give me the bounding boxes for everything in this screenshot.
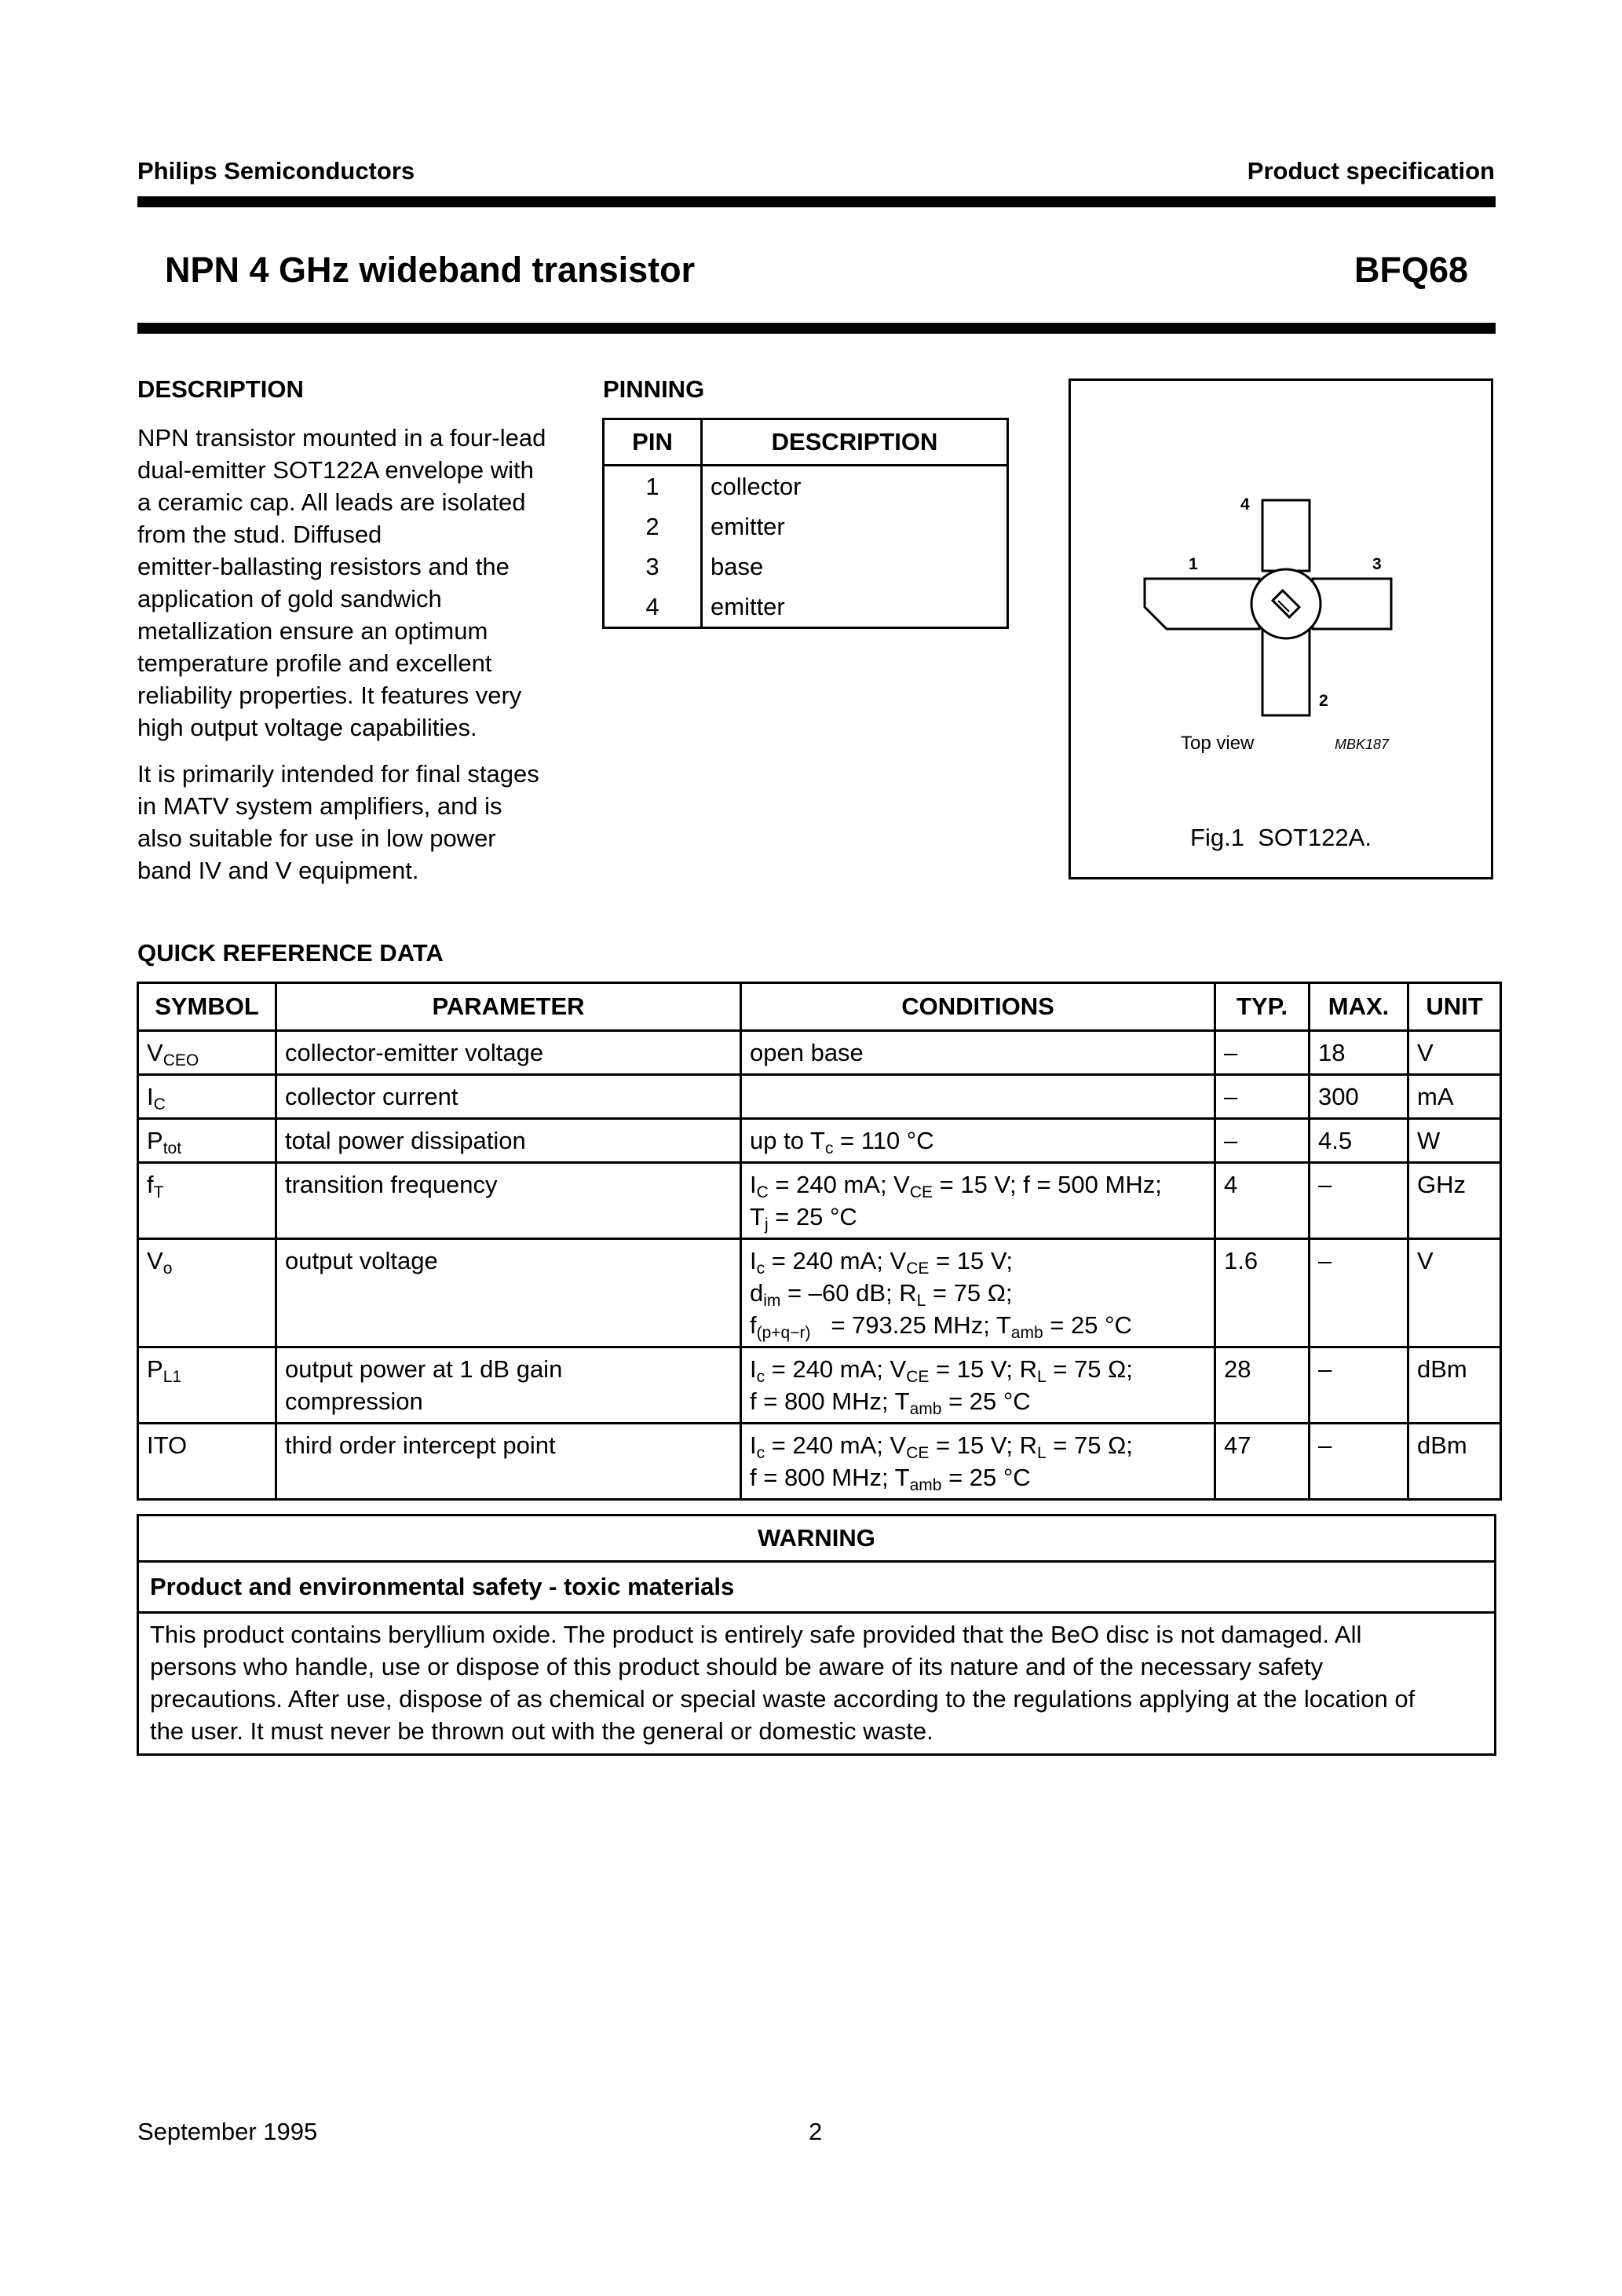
sot122a-package-drawing bbox=[1071, 381, 1491, 877]
conditions-cell bbox=[741, 1075, 1215, 1119]
max-cell: 4.5 bbox=[1310, 1119, 1408, 1163]
pin-description: collector bbox=[702, 466, 1008, 507]
warning-subtitle: Product and environmental safety - toxic materials bbox=[138, 1562, 1496, 1613]
title-rule bbox=[137, 323, 1496, 334]
symbol-cell: $V_{CEO}$ bbox=[138, 1031, 276, 1075]
symbol-col-header: SYMBOL bbox=[138, 983, 276, 1031]
conditions-cell: up to $T_c = 110$ °C bbox=[741, 1119, 1215, 1163]
pin-col-header: PIN bbox=[604, 419, 702, 466]
table-row bbox=[604, 547, 1008, 587]
typ-cell: – bbox=[1215, 1075, 1310, 1119]
warning-box bbox=[137, 1514, 1496, 1756]
symbol-cell: $P_{L1}$ bbox=[138, 1347, 276, 1424]
qrd-header-row bbox=[138, 983, 1501, 1031]
pin-number: 2 bbox=[604, 506, 702, 547]
typ-col-header: TYP. bbox=[1215, 983, 1310, 1031]
lead-4-shape bbox=[1262, 500, 1310, 571]
pin-number: 4 bbox=[604, 587, 702, 628]
symbol-cell: $V_o$ bbox=[138, 1239, 276, 1347]
parameter-cell: third order intercept point bbox=[276, 1424, 741, 1500]
max-cell: – bbox=[1310, 1424, 1408, 1500]
pin-description: emitter bbox=[702, 506, 1008, 547]
table-row bbox=[604, 587, 1008, 628]
typ-cell: 47 bbox=[1215, 1424, 1310, 1500]
max-cell: 18 bbox=[1310, 1031, 1408, 1075]
unit-col-header: UNIT bbox=[1408, 983, 1501, 1031]
part-number: BFQ68 bbox=[1353, 250, 1468, 290]
description-paragraph-2: It is primarily intended for final stages in MATV system amplifiers, and is also suitable for use in low power band IV and V equipment. bbox=[137, 760, 539, 884]
symbol-cell: $P_{tot}$ bbox=[138, 1119, 276, 1163]
quick-reference-table bbox=[137, 982, 1502, 1501]
company-name: Philips Semiconductors bbox=[137, 157, 415, 185]
warning-text: This product contains beryllium oxide. The product is entirely safe provided that the BeO disc is not damaged. All persons who handle, use or dispose of this product should be aware of its nature and of the necessary safety precautions. After use, dispose of as chemical or special waste according to the regulations applying at the location of the user. It must never be thrown out with the general or domestic waste. bbox=[138, 1613, 1496, 1755]
parameter-cell: total power dissipation bbox=[276, 1119, 741, 1163]
pinning-header-row bbox=[604, 419, 1008, 466]
max-cell: – bbox=[1310, 1347, 1408, 1424]
qrd-heading: QUICK REFERENCE DATA bbox=[137, 939, 444, 967]
package-figure bbox=[1069, 378, 1493, 879]
symbol-cell: $f_T$ bbox=[138, 1163, 276, 1239]
description-col-header: DESCRIPTION bbox=[702, 419, 1008, 466]
typ-cell: 4 bbox=[1215, 1163, 1310, 1239]
unit-cell: V bbox=[1408, 1239, 1501, 1347]
footer-page-number: 2 bbox=[809, 2118, 823, 2145]
max-cell: – bbox=[1310, 1163, 1408, 1239]
parameter-cell: collector-emitter voltage bbox=[276, 1031, 741, 1075]
table-row bbox=[604, 506, 1008, 547]
max-cell: – bbox=[1310, 1239, 1408, 1347]
table-row bbox=[138, 1119, 1501, 1163]
pin-description: base bbox=[702, 547, 1008, 587]
unit-cell: GHz bbox=[1408, 1163, 1501, 1239]
parameter-cell: output power at 1 dB gain compression bbox=[276, 1347, 741, 1424]
parameter-cell: collector current bbox=[276, 1075, 741, 1119]
conditions-cell: $I_C = 240$ mA; $V_{CE} = 15$ V; f = 500 MHz; $T_j = 25$ °C bbox=[741, 1163, 1215, 1239]
description-text bbox=[137, 422, 577, 901]
conditions-cell: $I_c = 240$ mA; $V_{CE} = 15$ V; $R_L = 75$ Ω; f = 800 MHz; $T_{amb} = 25$ °C bbox=[741, 1347, 1215, 1424]
lead-label-2: 2 bbox=[1319, 692, 1328, 710]
unit-cell: V bbox=[1408, 1031, 1501, 1075]
description-paragraph-1: NPN transistor mounted in a four-lead dual-emitter SOT122A envelope with a ceramic cap. All leads are isolated from the stud. Diffused emitter-ballasting resistors and the application of gold sandwich metallization ensure an optimum temperature profile and excellent reliability properties. It features very high output voltage capabilities. bbox=[137, 424, 546, 741]
parameter-col-header: PARAMETER bbox=[276, 983, 741, 1031]
document-type: Product specification bbox=[1247, 157, 1495, 185]
typ-cell: – bbox=[1215, 1031, 1310, 1075]
lead-3-shape bbox=[1313, 579, 1391, 629]
pin-number: 1 bbox=[604, 466, 702, 507]
parameter-cell: output voltage bbox=[276, 1239, 741, 1347]
top-view-label: Top view bbox=[1181, 733, 1255, 754]
table-row bbox=[138, 1424, 1501, 1500]
lead-label-1: 1 bbox=[1189, 555, 1198, 573]
max-col-header: MAX. bbox=[1310, 983, 1408, 1031]
conditions-cell: $I_c = 240$ mA; $V_{CE} = 15$ V; $d_{im} = -60$ dB; $R_L = 75$ Ω; $f_{(p+q-r)} = 793.25$ MHz; $T_{amb} = 25$ °C bbox=[741, 1239, 1215, 1347]
unit-cell: dBm bbox=[1408, 1424, 1501, 1500]
lead-label-4: 4 bbox=[1240, 495, 1250, 514]
table-row bbox=[138, 1163, 1501, 1239]
table-row bbox=[604, 466, 1008, 507]
table-row bbox=[138, 1075, 1501, 1119]
warning-title: WARNING bbox=[138, 1515, 1496, 1562]
pin-number: 3 bbox=[604, 547, 702, 587]
unit-cell: dBm bbox=[1408, 1347, 1501, 1424]
typ-cell: 1.6 bbox=[1215, 1239, 1310, 1347]
description-heading: DESCRIPTION bbox=[137, 375, 304, 403]
typ-cell: – bbox=[1215, 1119, 1310, 1163]
symbol-cell: $I_C$ bbox=[138, 1075, 276, 1119]
figure-caption: Fig.1 SOT122A. bbox=[1190, 824, 1372, 851]
conditions-col-header: CONDITIONS bbox=[741, 983, 1215, 1031]
max-cell: 300 bbox=[1310, 1075, 1408, 1119]
header-rule bbox=[137, 196, 1496, 207]
pin-description: emitter bbox=[702, 587, 1008, 628]
footer-date: September 1995 bbox=[137, 2118, 318, 2145]
typ-cell: 28 bbox=[1215, 1347, 1310, 1424]
lead-label-3: 3 bbox=[1372, 555, 1382, 573]
drawing-code: MBK187 bbox=[1335, 737, 1390, 752]
unit-cell: W bbox=[1408, 1119, 1501, 1163]
lead-1-shape bbox=[1145, 579, 1259, 629]
conditions-cell: $I_c = 240$ mA; $V_{CE} = 15$ V; $R_L = 75$ Ω; f = 800 MHz; $T_{amb} = 25$ °C bbox=[741, 1424, 1215, 1500]
table-row bbox=[138, 1239, 1501, 1347]
page-title: NPN 4 GHz wideband transistor bbox=[165, 250, 696, 290]
table-row bbox=[138, 1031, 1501, 1075]
pinning-table bbox=[602, 418, 1009, 629]
unit-cell: mA bbox=[1408, 1075, 1501, 1119]
pinning-heading: PINNING bbox=[603, 375, 705, 403]
table-row bbox=[138, 1347, 1501, 1424]
conditions-cell: open base bbox=[741, 1031, 1215, 1075]
parameter-cell: transition frequency bbox=[276, 1163, 741, 1239]
symbol-cell: ITO bbox=[138, 1424, 276, 1500]
